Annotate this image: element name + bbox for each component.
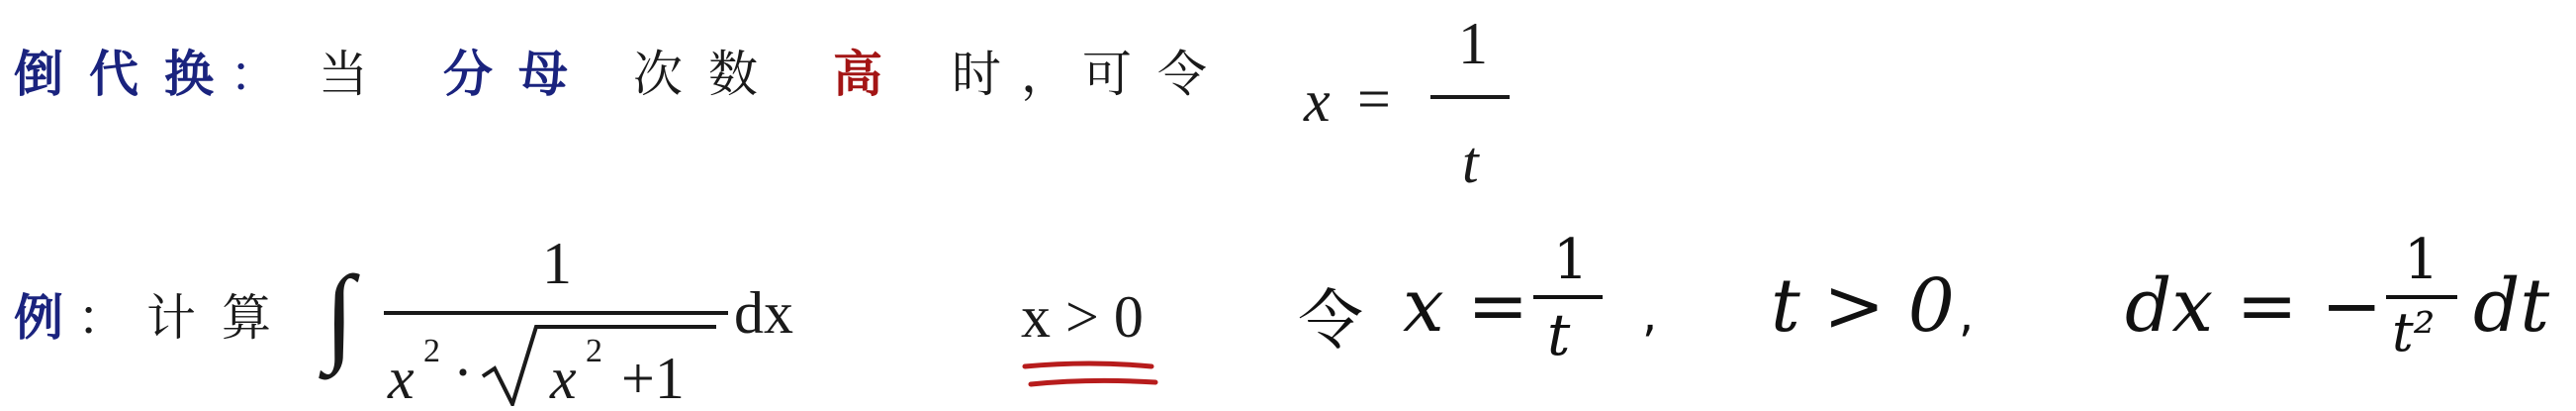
hand-frac1-num: 1 [1553,228,1589,292]
integrand-dot: · [453,340,473,405]
integrand-fraction-bar [384,311,728,315]
hand-dt: dt [2473,263,2550,349]
formula-equals: = [1357,66,1391,132]
hand-frac1-den: t [1547,301,1571,368]
condition-text: x > 0 [1021,284,1144,350]
hand-frac2-den: t² [2392,301,2436,363]
formula-x: x [1304,68,1331,134]
hand-frac1-bar [1533,295,1603,299]
integrand-den-exp: 2 [423,333,440,369]
integrand-numerator: 1 [542,231,572,296]
formula-numerator: 1 [1458,11,1488,76]
text-time: 时 [952,46,1027,103]
text-can-set: 可令 [1082,46,1233,103]
integrand-den-x: x [388,346,414,411]
sqrt-x: x [550,346,577,411]
integral-sign: ∫ [324,254,355,374]
hand-frac2-bar [2386,295,2457,299]
example-label: 例 [14,289,63,347]
integrand-dx: dx [734,280,793,346]
keyword-high: 高 [833,46,908,103]
hand-frac2-num: 1 [2404,228,2439,292]
hand-x-eq: x = [1403,263,1529,349]
hand-comma1: , [1642,287,1658,343]
sqrt-exp: 2 [586,333,602,369]
formula-denominator: t [1462,130,1479,195]
hand-let: 令 [1298,282,1363,359]
term-colon: ： [230,46,279,103]
formula-fraction-bar [1430,95,1510,99]
keyword-denominator: 分母 [443,46,594,103]
text-degree: 次数 [633,46,783,103]
hand-comma2: , [1959,287,1975,343]
example-colon: ： [77,289,127,347]
text-when: 当 [319,46,394,103]
condition-underline [1021,357,1159,396]
text-comma: ， [1021,46,1070,103]
text-compute: 计算 [146,289,297,347]
term-label: 倒代换 [14,46,239,103]
hand-dx-eq: dx = − [2125,263,2383,349]
sqrt-plus-one: +1 [621,346,685,411]
hand-t-gt0: t > 0 [1771,263,1955,349]
